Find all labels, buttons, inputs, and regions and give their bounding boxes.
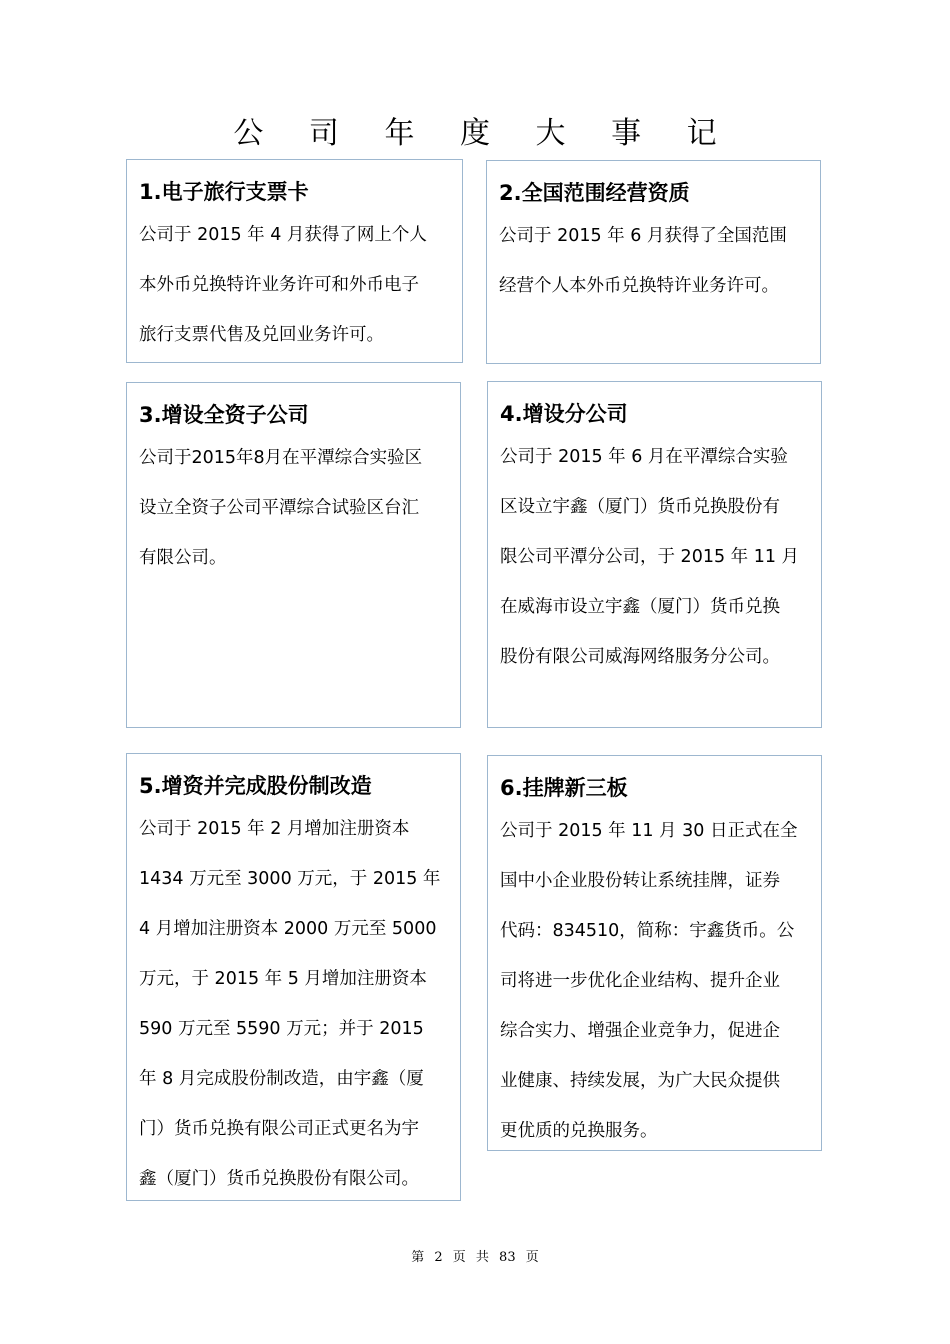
event-heading: 2.全国范围经营资质 [499, 181, 690, 205]
event-line: 更优质的兑换服务。 [500, 1121, 658, 1141]
event-line: 公司于2015年8月在平潭综合实验区 [139, 448, 423, 468]
event-heading: 1.电子旅行支票卡 [139, 180, 309, 204]
event-line: 公司于 2015 年 11 月 30 日正式在全 [500, 821, 798, 841]
event-line: 代码：834510，简称：宇鑫货币。公 [500, 921, 795, 941]
event-line: 4 月增加注册资本 2000 万元至 5000 [139, 919, 437, 939]
event-card-5 [126, 753, 461, 1201]
event-line: 公司于 2015 年 6 月获得了全国范围 [499, 226, 787, 246]
event-line: 股份有限公司威海网络服务分公司。 [500, 647, 780, 667]
event-heading: 6.挂牌新三板 [500, 776, 628, 800]
event-card-2 [486, 160, 821, 364]
page-footer: 第 2 页 共 83 页 [411, 1250, 539, 1265]
event-line: 年 8 月完成股份制改造，由宇鑫（厦 [139, 1069, 424, 1089]
event-line: 1434 万元至 3000 万元，于 2015 年 [139, 869, 441, 889]
event-line: 经营个人本外币兑换特许业务许可。 [499, 276, 779, 296]
event-line: 公司于 2015 年 4 月获得了网上个人 [139, 225, 427, 245]
event-line: 公司于 2015 年 2 月增加注册资本 [139, 819, 410, 839]
event-line: 万元，于 2015 年 5 月增加注册资本 [139, 969, 427, 989]
event-card-4 [487, 381, 822, 728]
event-line: 590 万元至 5590 万元；并于 2015 [139, 1019, 424, 1039]
event-card-6 [487, 755, 822, 1151]
event-line: 本外币兑换特许业务许可和外币电子 [139, 275, 419, 295]
event-line: 区设立宇鑫（厦门）货币兑换股份有 [500, 497, 780, 517]
event-line: 在威海市设立宇鑫（厦门）货币兑换 [500, 597, 780, 617]
event-line: 有限公司。 [139, 548, 227, 568]
event-line: 限公司平潭分公司，于 2015 年 11 月 [500, 547, 800, 567]
event-heading: 5.增资并完成股份制改造 [139, 774, 372, 798]
event-line: 旅行支票代售及兑回业务许可。 [139, 325, 384, 345]
event-line: 国中小企业股份转让系统挂牌，证券 [500, 871, 780, 891]
event-line: 业健康、持续发展，为广大民众提供 [500, 1071, 780, 1091]
event-line: 设立全资子公司平潭综合试验区台汇 [139, 498, 419, 518]
event-line: 门）货币兑换有限公司正式更名为宇 [139, 1119, 419, 1139]
event-card-1 [126, 159, 463, 363]
event-line: 司将进一步优化企业结构、提升企业 [500, 971, 780, 991]
event-line: 综合实力、增强企业竞争力，促进企 [500, 1021, 780, 1041]
event-line: 鑫（厦门）货币兑换股份有限公司。 [139, 1169, 419, 1189]
event-heading: 4.增设分公司 [500, 402, 628, 426]
event-heading: 3.增设全资子公司 [139, 403, 309, 427]
event-line: 公司于 2015 年 6 月在平潭综合实验 [500, 447, 788, 467]
event-card-3 [126, 382, 461, 728]
page-title: 公 司 年 度 大 事 记 [233, 116, 735, 152]
